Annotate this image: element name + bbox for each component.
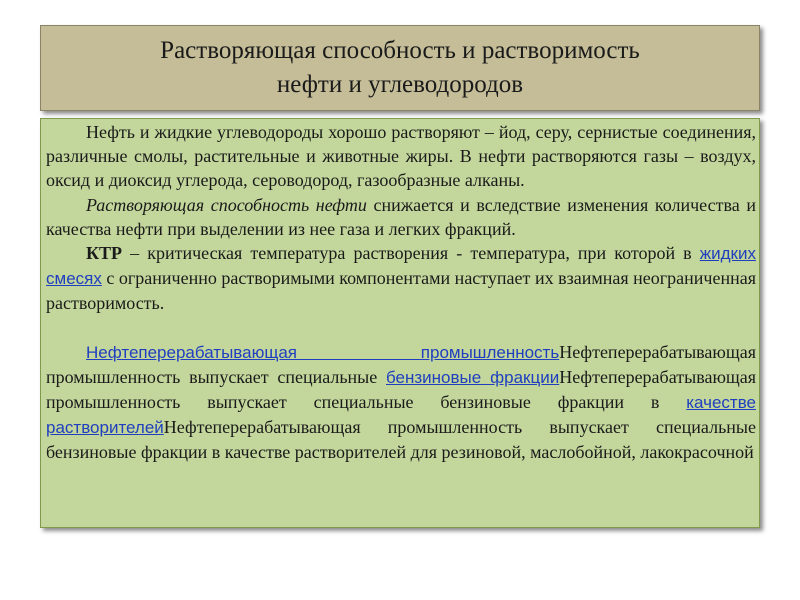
refining-text-3: Нефтеперерабатывающая промышленность выпускает специальные бензиновые фракции в качестве растворителей для резиновой, маслобойной, лакокрасочной xyxy=(46,417,756,463)
solvent-ability-text: снижается и вследствие изменения количества и качества нефти при выделении из нее газа и легких фракций. xyxy=(46,194,756,239)
ktr-text-1: – критическая температура растворения - температура, при которой в xyxy=(122,243,700,264)
paragraph-spacer xyxy=(46,316,756,340)
refining-text-2: Нефтеперерабатывающая промышленность выпускает специальные бензиновые фракции в xyxy=(46,366,757,413)
paragraph-solubility-text: Нефть и жидкие углеводороды хорошо растворяют – йод, серу, сернистые соединения, различные смолы, растительные и животные жиры. В нефти растворяются газы – воздух, оксид и диоксид углерода, сероводород, газообразные алканы. xyxy=(46,122,756,191)
link-liquid-mixtures[interactable]: жидких смесях xyxy=(46,244,756,289)
slide-title-line-1: Растворяющая способность и растворимость xyxy=(160,37,640,64)
link-as-solvents[interactable]: качестве растворителей xyxy=(46,393,756,438)
paragraph-solvent-ability xyxy=(46,193,756,241)
slide-title-box xyxy=(40,25,760,111)
paragraph-ktr xyxy=(46,241,756,316)
body-text xyxy=(46,120,756,465)
link-gasoline-fractions[interactable]: бензиновые фракции xyxy=(385,367,560,387)
paragraph-solubility xyxy=(46,120,756,193)
ktr-text-2: с ограниченно растворимыми компонентами наступает их взаимная неограниченная растворимость. xyxy=(46,268,756,314)
refining-text-1: Нефтеперерабатывающая промышленность выпускает специальные xyxy=(46,341,756,387)
slide-title-line-2: нефти и углеводородов xyxy=(276,71,524,98)
paragraph-refining xyxy=(46,340,756,465)
ktr-term: КТР xyxy=(86,243,123,264)
link-refining-industry[interactable]: Нефтеперерабатывающая промышленность xyxy=(86,342,560,362)
solvent-ability-term: Растворяющая способность нефти xyxy=(86,194,367,215)
